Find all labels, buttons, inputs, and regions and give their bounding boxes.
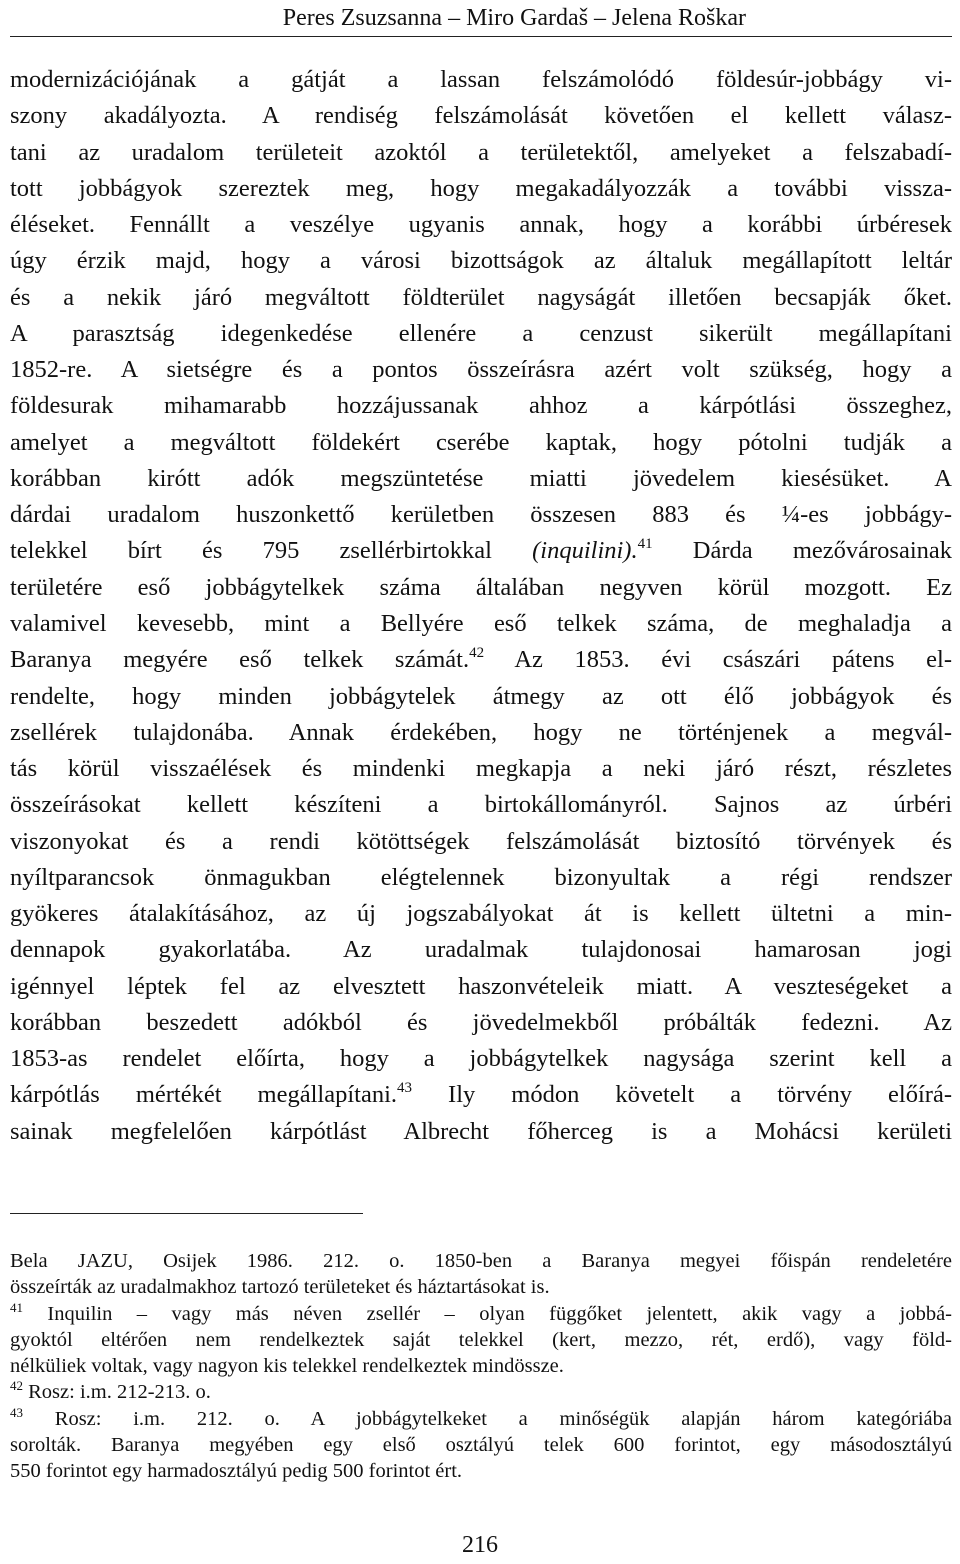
body-line bbox=[10, 824, 952, 860]
body-text bbox=[10, 62, 952, 1150]
line-text: rendelte, hogy minden jobbágytelek átmegy az ott élő jobbágyok és bbox=[10, 682, 952, 710]
line-text: úgy érzik majd, hogy a városi bizottságok az általuk megállapított leltár bbox=[10, 247, 952, 275]
body-line bbox=[10, 1041, 952, 1077]
footnote-line bbox=[10, 1301, 952, 1327]
body-line bbox=[10, 533, 952, 569]
line-text: 1853-as rendelet előírta, hogy a jobbágytelkek nagysága szerint kell a bbox=[10, 1045, 952, 1073]
footnote-line bbox=[10, 1353, 952, 1379]
footnote-number: 43 bbox=[10, 1404, 23, 1420]
footnote-line bbox=[10, 1248, 952, 1274]
running-header: Peres Zsuzsanna – Miro Gardaš – Jelena Roškar bbox=[282, 5, 746, 31]
body-line bbox=[10, 932, 952, 968]
italic-term: (inquilini). bbox=[532, 537, 638, 565]
line-text: telekkel bírt és 795 zsellérbirtokkal bbox=[10, 537, 492, 565]
body-line bbox=[10, 751, 952, 787]
footnote-number: 41 bbox=[10, 1299, 23, 1315]
body-line bbox=[10, 388, 952, 424]
line-text: A parasztság idegenkedése ellenére a cenzust sikerült megállapítani bbox=[10, 319, 952, 347]
body-line bbox=[10, 497, 952, 533]
body-line bbox=[10, 171, 952, 207]
body-line bbox=[10, 352, 952, 388]
body-line bbox=[10, 642, 952, 678]
line-text: területére eső jobbágytelkek száma általában negyven körül mozgott. Ez bbox=[10, 573, 952, 601]
footnote-text: Inquilin – vagy más néven zsellér – olyan függőket jelentett, akik vagy a jobbá- bbox=[23, 1302, 952, 1325]
line-text: tott jobbágyok szereztek meg, hogy megakadályozzák a további vissza- bbox=[10, 174, 952, 202]
footnote-text: nélküliek voltak, vagy nagyon kis telekkel rendelkeztek mindössze. bbox=[10, 1355, 564, 1378]
footnote-text: sorolták. Baranya megyében egy első osztályú telek 600 forintot, egy másodosztályú bbox=[10, 1434, 952, 1457]
page-number: 216 bbox=[462, 1532, 498, 1558]
body-line bbox=[10, 679, 952, 715]
line-text: földesurak mihamarabb hozzájussanak ahhoz a kárpótlási összeghez, bbox=[10, 392, 952, 420]
body-line bbox=[10, 316, 952, 352]
footnote-text: összeírták az uradalmakhoz tartozó területeket és háztartásokat is. bbox=[10, 1276, 550, 1299]
footnote-line bbox=[10, 1406, 952, 1432]
line-text-after: Ily módon követelt a törvény előírá- bbox=[412, 1081, 952, 1109]
footnote-line bbox=[10, 1274, 952, 1300]
footnote-ref: 43 bbox=[397, 1080, 413, 1097]
footnote-text: gyoktól eltérően nem rendelkeztek saját telekkel (kert, mezzo, rét, erdő), vagy föld- bbox=[10, 1328, 952, 1351]
footnote-text: Bela JAZU, Osijek 1986. 212. o. 1850-ben a Baranya megyei főispán rendeletére bbox=[10, 1250, 952, 1272]
line-text: tás körül visszaélések és mindenki megkapja a neki járó részt, részletes bbox=[10, 755, 952, 783]
line-text: viszonyokat és a rendi kötöttségek felszámolását biztosító törvények és bbox=[10, 827, 952, 855]
header-rule bbox=[10, 36, 952, 37]
footnote-rule bbox=[10, 1213, 363, 1214]
footnote-line bbox=[10, 1327, 952, 1353]
body-line bbox=[10, 425, 952, 461]
footnote-text: 550 forintot egy harmadosztályú pedig 500 forintot ért. bbox=[10, 1460, 463, 1483]
body-line bbox=[10, 715, 952, 751]
body-line bbox=[10, 606, 952, 642]
footnote-text: Rosz: i.m. 212. o. A jobbágytelkeket a minőségük alapján három kategóriába bbox=[23, 1407, 952, 1430]
body-line bbox=[10, 896, 952, 932]
line-text: korábban beszedett adókból és jövedelmekből próbálták fedezni. Az bbox=[10, 1008, 952, 1036]
line-text: amelyet a megváltott földekért cserébe kaptak, hogy pótolni tudják a bbox=[10, 428, 952, 456]
line-text: szony akadályozta. A rendiség felszámolását követően el kellett válasz- bbox=[10, 102, 952, 130]
body-line bbox=[10, 280, 952, 316]
body-line bbox=[10, 98, 952, 134]
footnote-line bbox=[10, 1432, 952, 1458]
line-text-after: Dárda mezővárosainak bbox=[652, 537, 953, 565]
line-text: valamivel kevesebb, mint a Bellyére eső telkek száma, de meghaladja a bbox=[10, 609, 952, 637]
line-text: kárpótlás mértékét megállapítani. bbox=[10, 1081, 398, 1109]
body-line bbox=[10, 243, 952, 279]
line-text-after: Az 1853. évi császári pátens el- bbox=[484, 646, 952, 674]
line-text: zsellérek tulajdonába. Annak érdekében, hogy ne történjenek a megvál- bbox=[10, 718, 952, 746]
body-line bbox=[10, 860, 952, 896]
line-text: dennapok gyakorlatába. Az uradalmak tulajdonosai hamarosan jogi bbox=[10, 936, 952, 964]
line-text: tani az uradalom területeit azoktól a területektől, amelyeket a felszabadí- bbox=[10, 138, 952, 166]
line-text: összeírásokat kellett készíteni a birtokállományról. Sajnos az úrbéri bbox=[10, 791, 952, 819]
line-text: Baranya megyére eső telkek számát. bbox=[10, 646, 470, 674]
line-text: nyíltparancsok önmagukban elégtelennek bizonyultak a régi rendszer bbox=[10, 863, 952, 891]
body-line bbox=[10, 1077, 952, 1113]
line-text: 1852-re. A sietségre és a pontos összeírásra azért volt szükség, hogy a bbox=[10, 356, 952, 384]
body-line bbox=[10, 62, 952, 98]
body-line bbox=[10, 135, 952, 171]
body-line bbox=[10, 1005, 952, 1041]
body-line bbox=[10, 207, 952, 243]
body-line bbox=[10, 461, 952, 497]
line-text: sainak megfelelően kárpótlást Albrecht főherceg is a Mohácsi kerületi bbox=[10, 1117, 952, 1145]
line-text: és a nekik járó megváltott földterület nagyságát illetően becsapják őket. bbox=[10, 283, 952, 311]
body-line bbox=[10, 787, 952, 823]
footnote-text: Rosz: i.m. 212-213. o. bbox=[23, 1381, 211, 1404]
line-text: éléseket. Fennállt a veszélye ugyanis annak, hogy a korábbi úrbéresek bbox=[10, 211, 952, 239]
line-text: korábban kirótt adók megszüntetése miatti jövedelem kiesésüket. A bbox=[10, 464, 952, 492]
line-text: igénnyel léptek fel az elvesztett haszonvételeik miatt. A veszteségeket a bbox=[10, 972, 952, 1000]
body-line bbox=[10, 570, 952, 606]
footnote-ref: 41 bbox=[637, 536, 653, 553]
line-text: dárdai uradalom huszonkettő kerületben összesen 883 és ¼-es jobbágy- bbox=[10, 501, 952, 529]
footnote-ref: 42 bbox=[469, 645, 485, 662]
footnote-number: 42 bbox=[10, 1378, 23, 1394]
line-text: modernizációjának a gátját a lassan felszámolódó földesúr-jobbágy vi- bbox=[10, 66, 952, 93]
line-text: gyökeres átalakításához, az új jogszabályokat át is kellett ültetni a min- bbox=[10, 900, 952, 928]
footnotes bbox=[10, 1248, 952, 1485]
body-line bbox=[10, 1114, 952, 1150]
footnote-line bbox=[10, 1458, 952, 1484]
body-line bbox=[10, 969, 952, 1005]
footnote-line bbox=[10, 1379, 952, 1405]
